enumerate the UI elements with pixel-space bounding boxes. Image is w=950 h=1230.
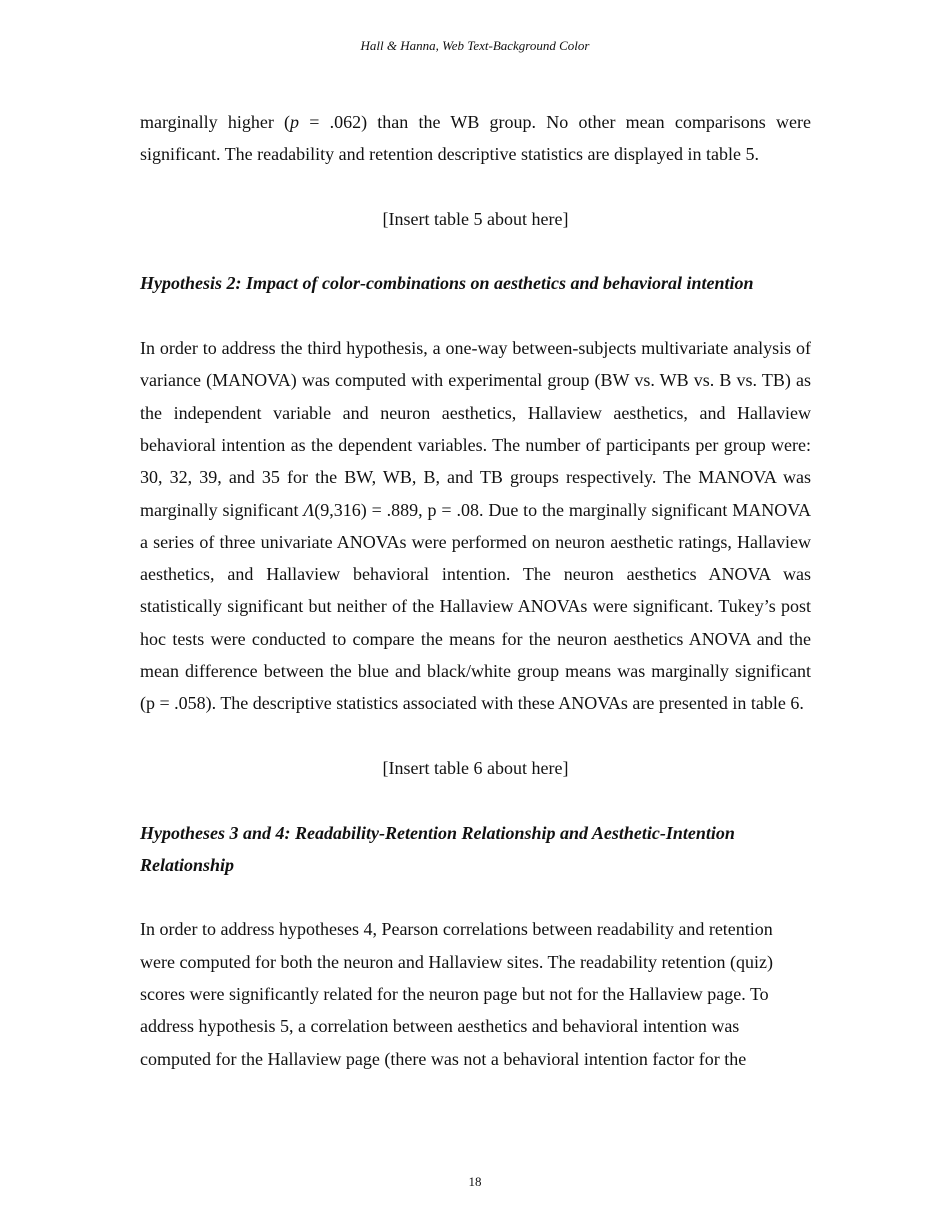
paragraph-results-continued (140, 106, 811, 171)
insert-table-6-note: [Insert table 6 about here] (382, 757, 569, 778)
page-number: 18 (468, 1174, 482, 1189)
lambda-symbol: Λ (303, 499, 315, 520)
running-head: Hall & Hanna, Web Text-Background Color (360, 38, 590, 53)
paragraph-1-text-b: = .062) than the WB group. No other mean comparisons were significant. The readability and retention descriptive statistics are displayed in table 5. (140, 112, 811, 165)
paragraph-manova (140, 332, 811, 720)
page-body (140, 106, 811, 1075)
p-value-symbol: p (290, 112, 300, 132)
paragraph-1-text-a: marginally higher ( (140, 112, 291, 132)
paragraph-2-text-a: In order to address the third hypothesis, a one-way between-subjects multivariate analysis of variance (MANOVA) was computed with experimental group (BW vs. WB vs. B vs. TB) as the independent variable and neuron aesthetics, Hallaview aesthetics, and Hallaview behavioral intention as the dependent variables. The number of participants per group were: 30, 32, 39, and 35 for the BW, WB, B, and TB groups respectively. The MANOVA was marginally significant (140, 338, 811, 520)
insert-table-5-note: [Insert table 5 about here] (382, 208, 569, 229)
paragraph-correlations: In order to address hypotheses 4, Pearson correlations between readability and retention were computed for both the neuron and Hallaview sites. The readability retention (quiz) scores were significantly related for the neuron page but not for the Hallaview page. To address hypothesis 5, a correlation between aesthetics and behavioral intention was computed for the Hallaview page (there was not a behavioral intention factor for the (140, 919, 773, 1069)
section-heading-hypothesis-2: Hypothesis 2: Impact of color-combinations on aesthetics and behavioral intention (140, 273, 754, 294)
paragraph-2-text-b: (9,316) = .889, p = .08. Due to the marginally significant MANOVA a series of three univariate ANOVAs were performed on neuron aesthetic ratings, Hallaview aesthetics, and Hallaview behavioral intention. The neuron aesthetics ANOVA was statistically significant but neither of the Hallaview ANOVAs were significant. Tukey’s post hoc tests were conducted to compare the means for the neuron aesthetics ANOVA and the mean difference between the blue and black/white group means was marginally significant (p = .058). The descriptive statistics associated with these ANOVAs are presented in table 6. (140, 499, 811, 714)
section-heading-hypotheses-3-4: Hypotheses 3 and 4: Readability-Retention Relationship and Aesthetic-Intention Relationship (140, 822, 735, 875)
